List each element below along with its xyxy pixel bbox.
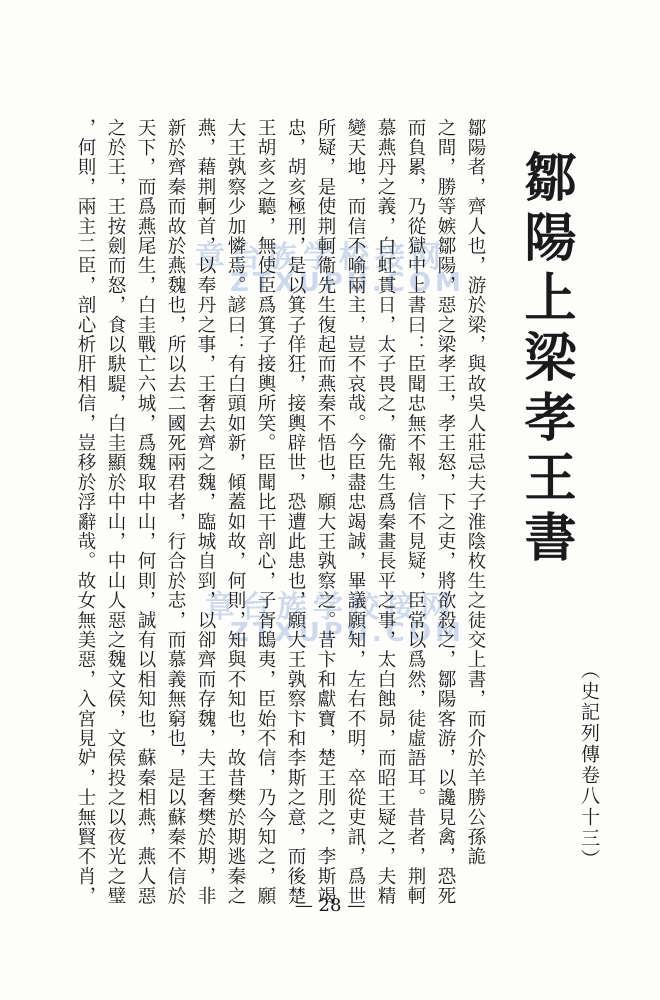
source-citation: （史記列傳卷八十三） [578,660,600,870]
text-column: 鄒陽者，齊人也，游於梁，與故吳人莊忌夫子淮陰枚生之徒交上書，而介於羊勝公孫詭 [465,118,486,867]
text-column: 王胡亥之聽，無使臣爲箕子接輿所笑。臣聞比干剖心，子胥鴟夷，臣始不信，乃今知之，願 [255,118,276,906]
text-column: 之間，勝等嫉鄒陽，惡之梁孝王，孝王怒，下之吏，將欲殺之，鄒陽客游，以讒見禽，恐死 [435,118,456,906]
watermark-url: ZTXUPU.COM [230,268,465,298]
text-column: 所疑，是使荆軻衞先生復起而燕秦不悟也，願大王孰察之。昔卞和獻寶，楚王刖之，李斯竭 [315,118,336,906]
text-column: 而負累，乃從獄中上書曰：臣聞忠無不報，信不見疑，臣常以爲然，徒虛語耳。昔者，荆軻 [405,118,426,906]
text-column: 新於齊秦而故於燕魏也，所以去二國死兩君者，行合於志，而慕義無窮也，是以蘇秦不信於 [165,118,186,906]
text-column: 變天地，而信不喻兩主，豈不哀哉。今臣盡忠竭誠，畢議願知，左右不明，卒從吏訊，爲世 [345,118,366,906]
text-column: 燕，藉荆軻首，以奉丹之事，王奢去齊之魏，臨城自剄，以卻齊而存魏，夫王奢樊於期，非 [195,118,216,906]
text-column: 天下，而爲燕尾生，白圭戰亡六城，爲魏取中山，何則，誠有以相知也，蘇秦相燕，燕人惡 [135,118,156,906]
body-text [70,118,490,908]
page-title: 鄒陽上梁孝王書 [515,150,575,570]
text-column: ，何則，兩主二臣，剖心析肝相信，豈移於浮辭哉。故女無美惡，入宮見妒，士無賢不肖， [75,118,96,906]
page-number: — 28 — [294,895,366,916]
watermark-url: ZTXUPU.COM [230,618,465,648]
text-column: 之於王，王按劍而怒，食以駃騠，白圭顯於中山，中山人惡之魏文侯，文侯投之以夜光之璧 [105,118,126,906]
watermark-chinese: 章台族学校接网 [195,240,447,275]
text-column: 忠，胡亥極刑，是以箕子佯狂，接輿辟世，恐遭此患也，願大王孰察卞和李斯之意，而後楚 [285,118,306,906]
watermark-chinese: 章台族学校接网 [205,590,457,625]
text-column: 慕燕丹之義，白虹貫日，太子畏之，衞先生爲秦畫長平之事，太白蝕昴，而昭王疑之，夫精 [375,118,396,906]
text-column: 大王孰察少加憐焉。諺曰：有白頭如新，傾蓋如故，何則，知與不知也，故昔樊於期逃秦之 [225,118,246,906]
